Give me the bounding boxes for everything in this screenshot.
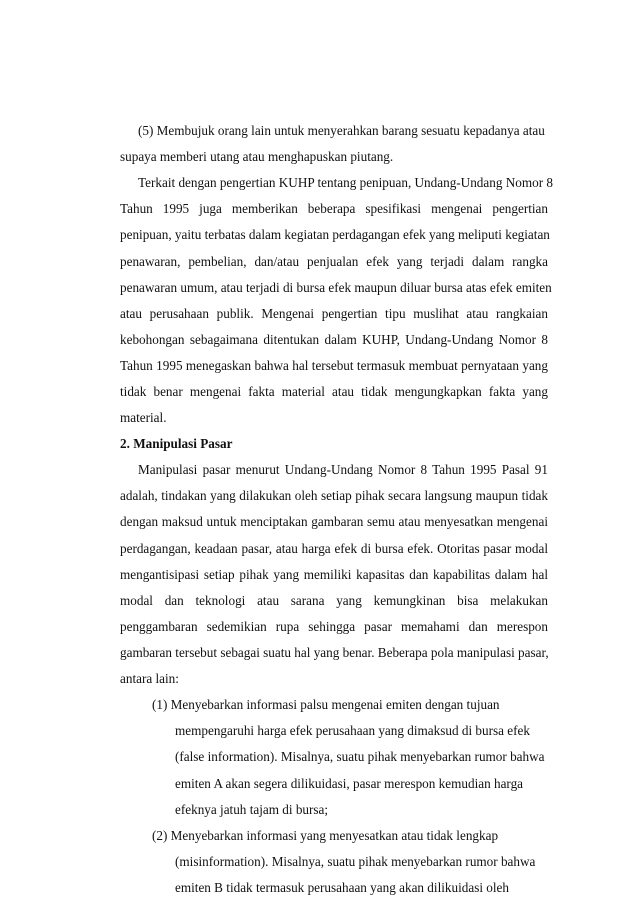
paragraph-2-line-2: Tahun 1995 juga memberikan beberapa spesifikasi mengenai pengertian [120, 201, 548, 216]
paragraph-2-line-6: atau perusahaan publik. Mengenai pengertian tipu muslihat atau rangkaian [120, 306, 548, 321]
list-item-1-line-3: (false information). Misalnya, suatu pihak menyebarkan rumor bahwa [175, 749, 545, 764]
paragraph-3-line-8: gambaran tersebut sebagai suatu hal yang benar. Beberapa pola manipulasi pasar, [120, 645, 549, 660]
paragraph-3-line-4: perdagangan, keadaan pasar, atau harga efek di bursa efek. Otoritas pasar modal [120, 541, 548, 556]
section-heading: 2. Manipulasi Pasar [120, 436, 233, 451]
paragraph-3-line-6: modal dan teknologi atau sarana yang kemungkinan bisa melakukan [120, 593, 548, 608]
list-item-1-line-2: mempengaruhi harga efek perusahaan yang dimaksud di bursa efek [175, 723, 530, 738]
paragraph-2-line-3: penipuan, yaitu terbatas dalam kegiatan perdagangan efek yang meliputi kegiatan [120, 227, 550, 242]
list-item-2-line-3: emiten B tidak termasuk perusahaan yang akan dilikuidasi oleh [175, 880, 509, 895]
paragraph-2-line-1: Terkait dengan pengertian KUHP tentang penipuan, Undang-Undang Nomor 8 [138, 175, 553, 190]
paragraph-3-line-7: penggambaran sedemikian rupa sehingga pasar memahami dan merespon [120, 619, 548, 634]
list-item-2-line-1: (2) Menyebarkan informasi yang menyesatkan atau tidak lengkap [152, 828, 499, 843]
paragraph-1-line-2: supaya memberi utang atau menghapuskan piutang. [120, 149, 394, 164]
paragraph-3-line-3: dengan maksud untuk menciptakan gambaran semu atau menyesatkan mengenai [120, 514, 548, 529]
paragraph-2-line-5: penawaran umum, atau terjadi di bursa efek maupun diluar bursa atas efek emiten [120, 280, 552, 295]
paragraph-3-line-1: Manipulasi pasar menurut Undang-Undang Nomor 8 Tahun 1995 Pasal 91 [138, 462, 548, 477]
paragraph-3-line-9: antara lain: [120, 671, 179, 686]
paragraph-1-line-1: (5) Membujuk orang lain untuk menyerahkan barang sesuatu kepadanya atau [138, 123, 545, 138]
list-item-1-line-1: (1) Menyebarkan informasi palsu mengenai emiten dengan tujuan [152, 697, 500, 712]
list-item-2-line-2: (misinformation). Misalnya, suatu pihak menyebarkan rumor bahwa [175, 854, 536, 869]
paragraph-3-line-5: mengantisipasi setiap pihak yang memiliki kapasitas dan kapabilitas dalam hal [120, 567, 548, 582]
paragraph-2-line-4: penawaran, pembelian, dan/atau penjualan efek yang terjadi dalam rangka [120, 254, 548, 269]
paragraph-2-line-10: material. [120, 410, 167, 425]
paragraph-2-line-8: Tahun 1995 menegaskan bahwa hal tersebut termasuk membuat pernyataan yang [120, 358, 548, 373]
paragraph-3-line-2: adalah, tindakan yang dilakukan oleh setiap pihak secara langsung maupun tidak [120, 488, 548, 503]
list-item-1-line-5: efeknya jatuh tajam di bursa; [175, 802, 329, 817]
list-item-1-line-4: emiten A akan segera dilikuidasi, pasar merespon kemudian harga [175, 776, 524, 791]
paragraph-2-line-9: tidak benar mengenai fakta material atau tidak mengungkapkan fakta yang [120, 384, 548, 399]
paragraph-2-line-7: kebohongan sebagaimana ditentukan dalam KUHP, Undang-Undang Nomor 8 [120, 332, 548, 347]
